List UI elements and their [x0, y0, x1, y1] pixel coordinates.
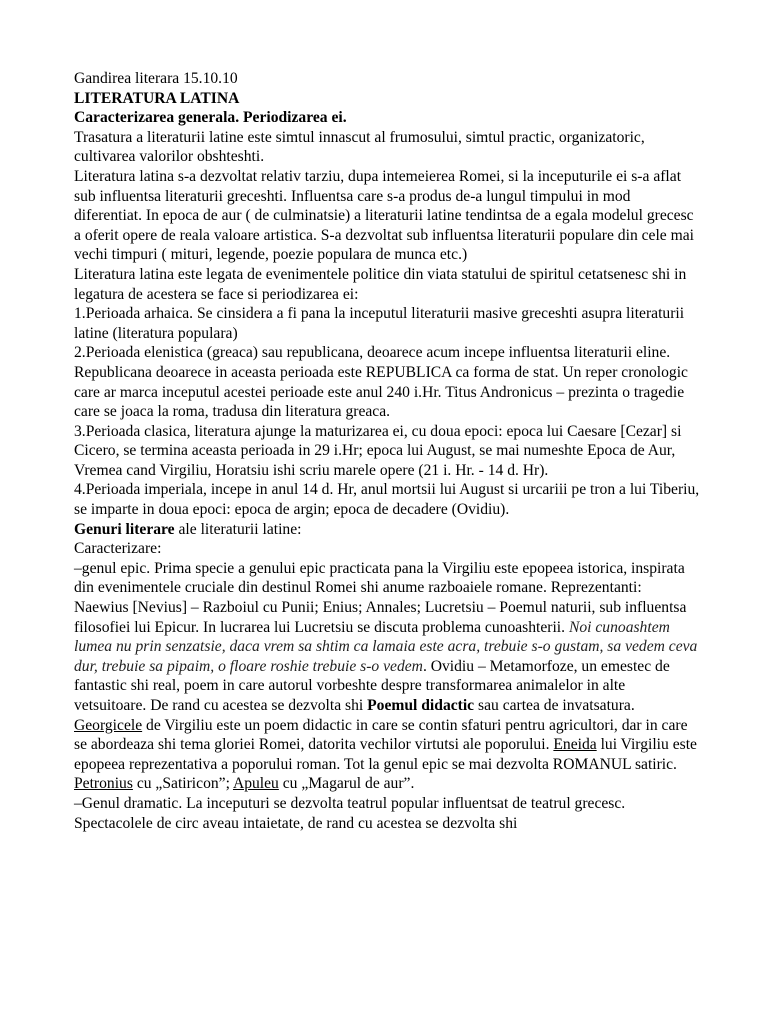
epic-quote: Noi cunoashtem lumea nu prin senzatsie, daca vrem sa shtim ca lamaia este acra, trebuie s-o gustam, sa vedem ceva dur, trebuie sa pipaim, o floare roshie trebuie s-o vedem	[74, 618, 698, 675]
paragraph-politics: Literatura latina este legata de evenimentele politice din viata statului de spiritul cetatsenesc shi in legatura de acestera se face si periodizarea ei:	[74, 265, 687, 303]
epic-text: sau cartea de invatsatura.	[474, 697, 635, 714]
paragraph-dramatic: –Genul dramatic. La inceputuri se dezvolta teatrul popular influentsat de teatrul grecesc. Spectacolele de circ aveau intaietate, de rand cu acestea se dezvolta shi	[74, 794, 626, 832]
epic-text: . Ovidiu – Metamorfoze, un emestec de fantastic shi real, poem in care autorul vorbeshte despre transformarea animalelor in alte vetsuitoare. De rand cu acestea se dezvolta shi	[74, 657, 670, 714]
epic-text: lui Virgiliu este epopeea reprezentativa a poporului roman. Tot la genul epic se mai dezvolta ROMANUL satiric.	[74, 736, 697, 773]
document-page	[74, 69, 700, 833]
paragraph-epic	[74, 559, 700, 794]
genres-heading	[74, 520, 700, 540]
apuleu-name: Apuleu	[232, 775, 279, 793]
epic-text: cu „Satiricon”;	[132, 775, 233, 793]
paragraph-origins: Literatura latina s-a dezvoltat relativ tarziu, dupa intemeierea Romei, si la inceputurile ei s-a aflat sub influentsa literaturii greceshti. Influentsa care s-a produs de-a lungul timpului in mod diferentiat. In epoca de aur ( de culminatsie) a literaturii latine tendintsa de a egala modelul grecesc a oferit opere de reala valoare artistica. S-a dezvoltat sub influentsa literaturii populare din cele mai vechi timpuri ( mituri, legende, poezie populara de munca etc.)	[74, 167, 695, 264]
petronius-name: Petronius	[74, 775, 133, 793]
eneida-title: Eneida	[553, 736, 597, 754]
paragraph-intro: Trasatura a literaturii latine este simtul innascut al frumosului, simtul practic, organizatoric, cultivarea valorilor obshteshti.	[74, 128, 645, 166]
section-heading: Caracterizarea generala. Periodizarea ei.	[74, 109, 347, 127]
epic-text: cu „Magarul de aur”.	[278, 775, 415, 793]
period-imperial: 4.Perioada imperiala, incepe in anul 14 d. Hr, anul mortsii lui August si urcariii pe tron a lui Tiberiu, se imparte in doua epoci: epoca de argin; epoca de decadere (Ovidiu).	[74, 481, 700, 519]
document-title: LITERATURA LATINA	[74, 89, 240, 107]
period-archaic: 1.Perioada arhaica. Se cinsidera a fi pana la inceputul literaturii masive greceshti asupra literaturii latine (literatura populara)	[74, 305, 685, 342]
genres-bold: Genuri literare	[74, 520, 175, 538]
period-classical: 3.Perioada clasica, literatura ajunge la maturizarea ei, cu doua epoci: epoca lui Caesare [Cezar] si Cicero, se termina aceasta perioada in 29 i.Hr; epoca lui August, se mai numeshte Epoca de Aur, Vremea cand Virgiliu, Horatsiu ishi scriu marele opere (21 i. Hr. - 14 d. Hr).	[74, 422, 682, 479]
poemul-didactic: Poemul didactic	[367, 697, 475, 714]
caracterizare-label: Caracterizare:	[74, 540, 162, 558]
header-date: Gandirea literara 15.10.10	[74, 70, 238, 87]
epic-text: de Virgiliu este un poem didactic in care se contin sfaturi pentru agricultori, dar in care se abordeaza shi tema gloriei Romei, datorita vechilor virtutsi ale poporului.	[74, 716, 688, 754]
genres-rest: ale literaturii latine:	[174, 520, 302, 538]
epic-text: –genul epic. Prima specie a genului epic practicata pana la Virgiliu este epopeea istorica, inspirata din evenimentele cruciale din destinul Romei shi anume razboaiele romane. Reprezentanti: Naewius [Nevius] – Razboiul cu Punii; Enius; Annales; Lucretsiu – Poemul naturii, sub influentsa filosofiei lui Epicur. In lucrarea lui Lucretsiu se discuta problema cunoashterii.	[74, 559, 687, 636]
georgicele-title: Georgicele	[74, 716, 143, 734]
period-hellenistic: 2.Perioada elenistica (greaca) sau republicana, deoarece acum incepe influentsa literaturii eline. Republicana deoarece in aceasta perioada este REPUBLICA ca forma de stat. Un reper cronologic care ar marca inceputul acestei perioade este anul 240 i.Hr. Titus Andronicus – prezinta o tragedie care se joaca la roma, tradusa din literatura greaca.	[74, 344, 688, 421]
